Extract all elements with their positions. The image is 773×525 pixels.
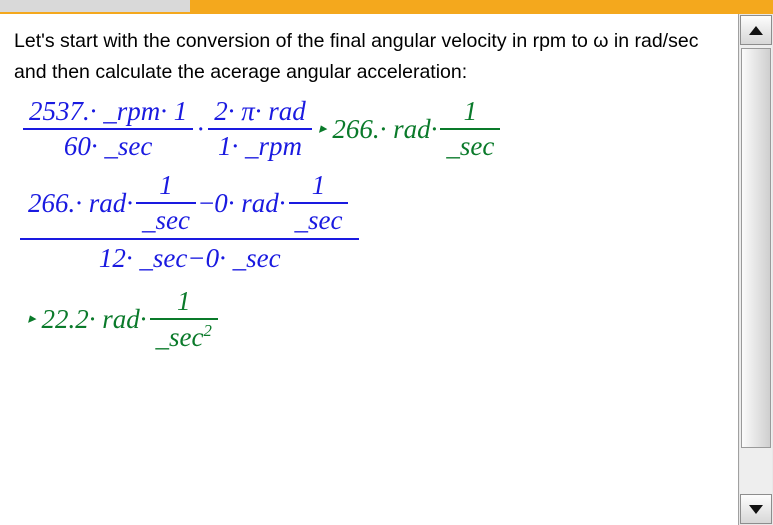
big-fraction-numerator — [20, 170, 359, 238]
chevron-down-icon — [749, 505, 763, 514]
big-fraction-denominator: 12· _sec−0· _sec — [98, 243, 281, 273]
subtraction-operator: − — [199, 187, 215, 218]
document-canvas[interactable] — [0, 14, 738, 525]
big-fraction — [20, 170, 359, 274]
evaluates-to-arrow-icon: ▸ — [28, 311, 36, 327]
expression-conversion[interactable] — [20, 96, 728, 162]
evaluates-to-arrow-icon: ▸ — [318, 120, 327, 137]
fraction-denominator: _sec — [294, 205, 343, 235]
window-tab[interactable] — [0, 0, 190, 12]
fraction-denominator: 60· _sec — [63, 131, 153, 161]
numerator-term2-fraction — [289, 170, 349, 236]
fraction-rad-over-rpm — [208, 96, 312, 162]
fraction-denominator — [150, 320, 218, 353]
numerator-term1-prefix: 266.· rad· — [28, 187, 134, 218]
final-result-fraction — [150, 286, 218, 353]
expression-average-acceleration[interactable] — [20, 170, 728, 274]
denominator-exponent: 2 — [203, 321, 212, 340]
final-result-prefix: 22.2· rad· — [41, 304, 147, 334]
denominator-base: _sec — [155, 322, 204, 352]
fraction-numerator: 1 — [159, 170, 173, 200]
numerator-term2-prefix: 0· rad· — [214, 187, 286, 218]
numerator-term1-fraction — [136, 170, 196, 236]
fraction-denominator: 1· _rpm — [218, 131, 303, 161]
scrollbar-thumb[interactable] — [741, 48, 771, 448]
chevron-up-icon — [749, 26, 763, 35]
result-prefix: 266.· rad· — [332, 113, 438, 144]
result-fraction-one-over-sec — [440, 96, 500, 162]
content-frame — [0, 12, 773, 525]
fraction-denominator: _sec — [446, 131, 495, 161]
scroll-down-button[interactable] — [740, 494, 772, 524]
fraction-numerator: 2537.· _rpm· 1 — [29, 96, 188, 126]
fraction-denominator: _sec — [142, 205, 190, 235]
fraction-rpm-over-sec — [23, 96, 193, 162]
fraction-numerator: 1 — [463, 96, 478, 126]
fraction-numerator: 1 — [311, 170, 326, 200]
title-bar — [0, 0, 773, 12]
explanation-paragraph: Let's start with the conversion of the final angular velocity in rpm to ω in rad/sec and then calculate the acerage angular acceleration: — [14, 30, 699, 83]
fraction-numerator: 2· π· rad — [214, 96, 306, 126]
expression-final-result[interactable] — [24, 286, 728, 353]
multiplication-operator: · — [196, 113, 206, 144]
scroll-up-button[interactable] — [740, 15, 772, 45]
vertical-scrollbar[interactable] — [738, 14, 773, 525]
fraction-numerator: 1 — [176, 286, 191, 316]
